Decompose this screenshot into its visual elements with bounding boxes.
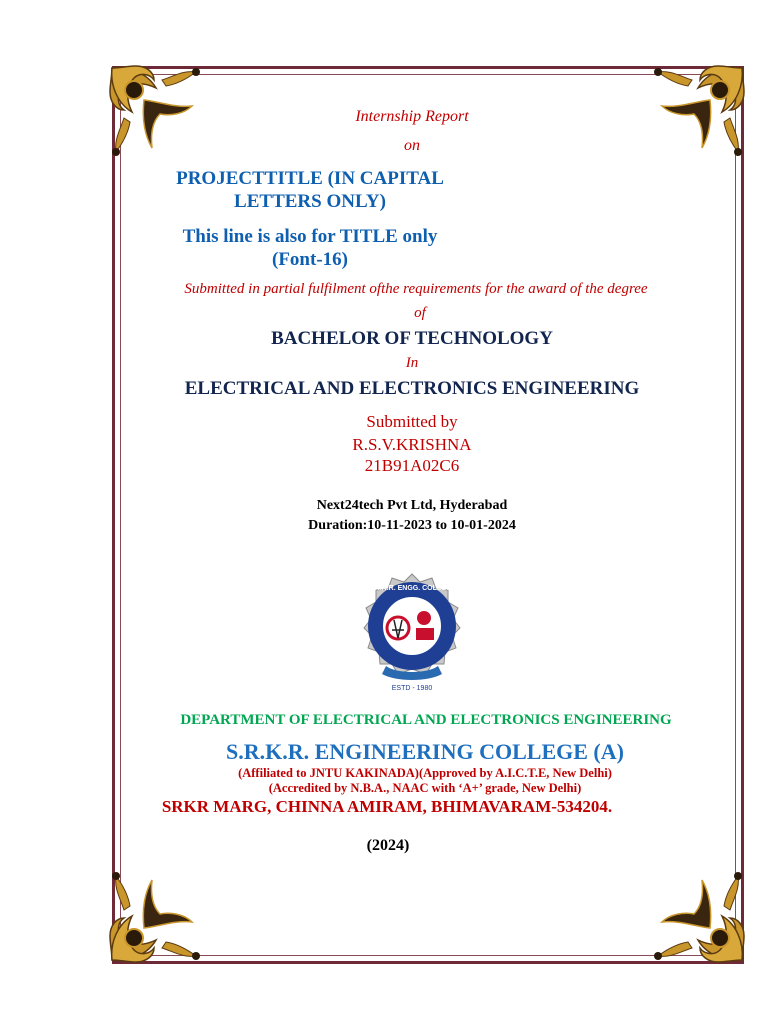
title-line2-b: (Font-16) [272, 249, 348, 270]
student-name: R.S.V.KRISHNA [352, 435, 472, 454]
report-year: (2024) [366, 837, 410, 854]
submitted-by-label: Submitted by [366, 412, 458, 431]
project-title-line2: LETTERS ONLY) [234, 191, 386, 212]
college-affiliation: (Affiliated to JNTU KAKINADA)(Approved by A.I.C.T.E, New Delhi) [238, 766, 612, 780]
ornate-corner-icon [100, 56, 212, 168]
internship-duration: Duration:10-11-2023 to 10-01-2024 [308, 518, 516, 533]
company-name: Next24tech Pvt Ltd, Hyderabad [316, 498, 508, 513]
submitted-partial-text: Submitted in partial fulfilment ofthe requirements for the award of the degree [184, 281, 648, 297]
department-name: DEPARTMENT OF ELECTRICAL AND ELECTRONICS ENGINEERING [180, 712, 672, 728]
college-name: S.R.K.R. ENGINEERING COLLEGE (A) [226, 739, 624, 764]
ornate-corner-icon [642, 56, 754, 168]
project-title-line1: PROJECTTITLE (IN CAPITAL [176, 168, 444, 189]
svg-text:S.R.K.R. ENGG. COLLEGE: S.R.K.R. ENGG. COLLEGE [368, 585, 456, 592]
in-text: In [405, 355, 419, 371]
of-text: of [414, 305, 426, 321]
college-accreditation: (Accredited by N.B.A., NAAC with ‘A+’ grade, New Delhi) [268, 781, 582, 795]
branch-name: ELECTRICAL AND ELECTRONICS ENGINEERING [184, 378, 640, 399]
ornate-corner-icon [642, 860, 754, 972]
title-line2-a: This line is also for TITLE only [182, 226, 438, 247]
degree-name: BACHELOR OF TECHNOLOGY [271, 328, 553, 349]
college-address: SRKR MARG, CHINNA AMIRAM, BHIMAVARAM-534204. [161, 797, 613, 816]
report-on: on [404, 137, 420, 154]
svg-text:ESTD - 1980: ESTD - 1980 [391, 685, 433, 692]
college-seal-icon [352, 570, 472, 694]
report-heading: Internship Report [355, 108, 469, 125]
roll-number: 21B91A02C6 [364, 456, 460, 475]
ornate-corner-icon [100, 860, 212, 972]
